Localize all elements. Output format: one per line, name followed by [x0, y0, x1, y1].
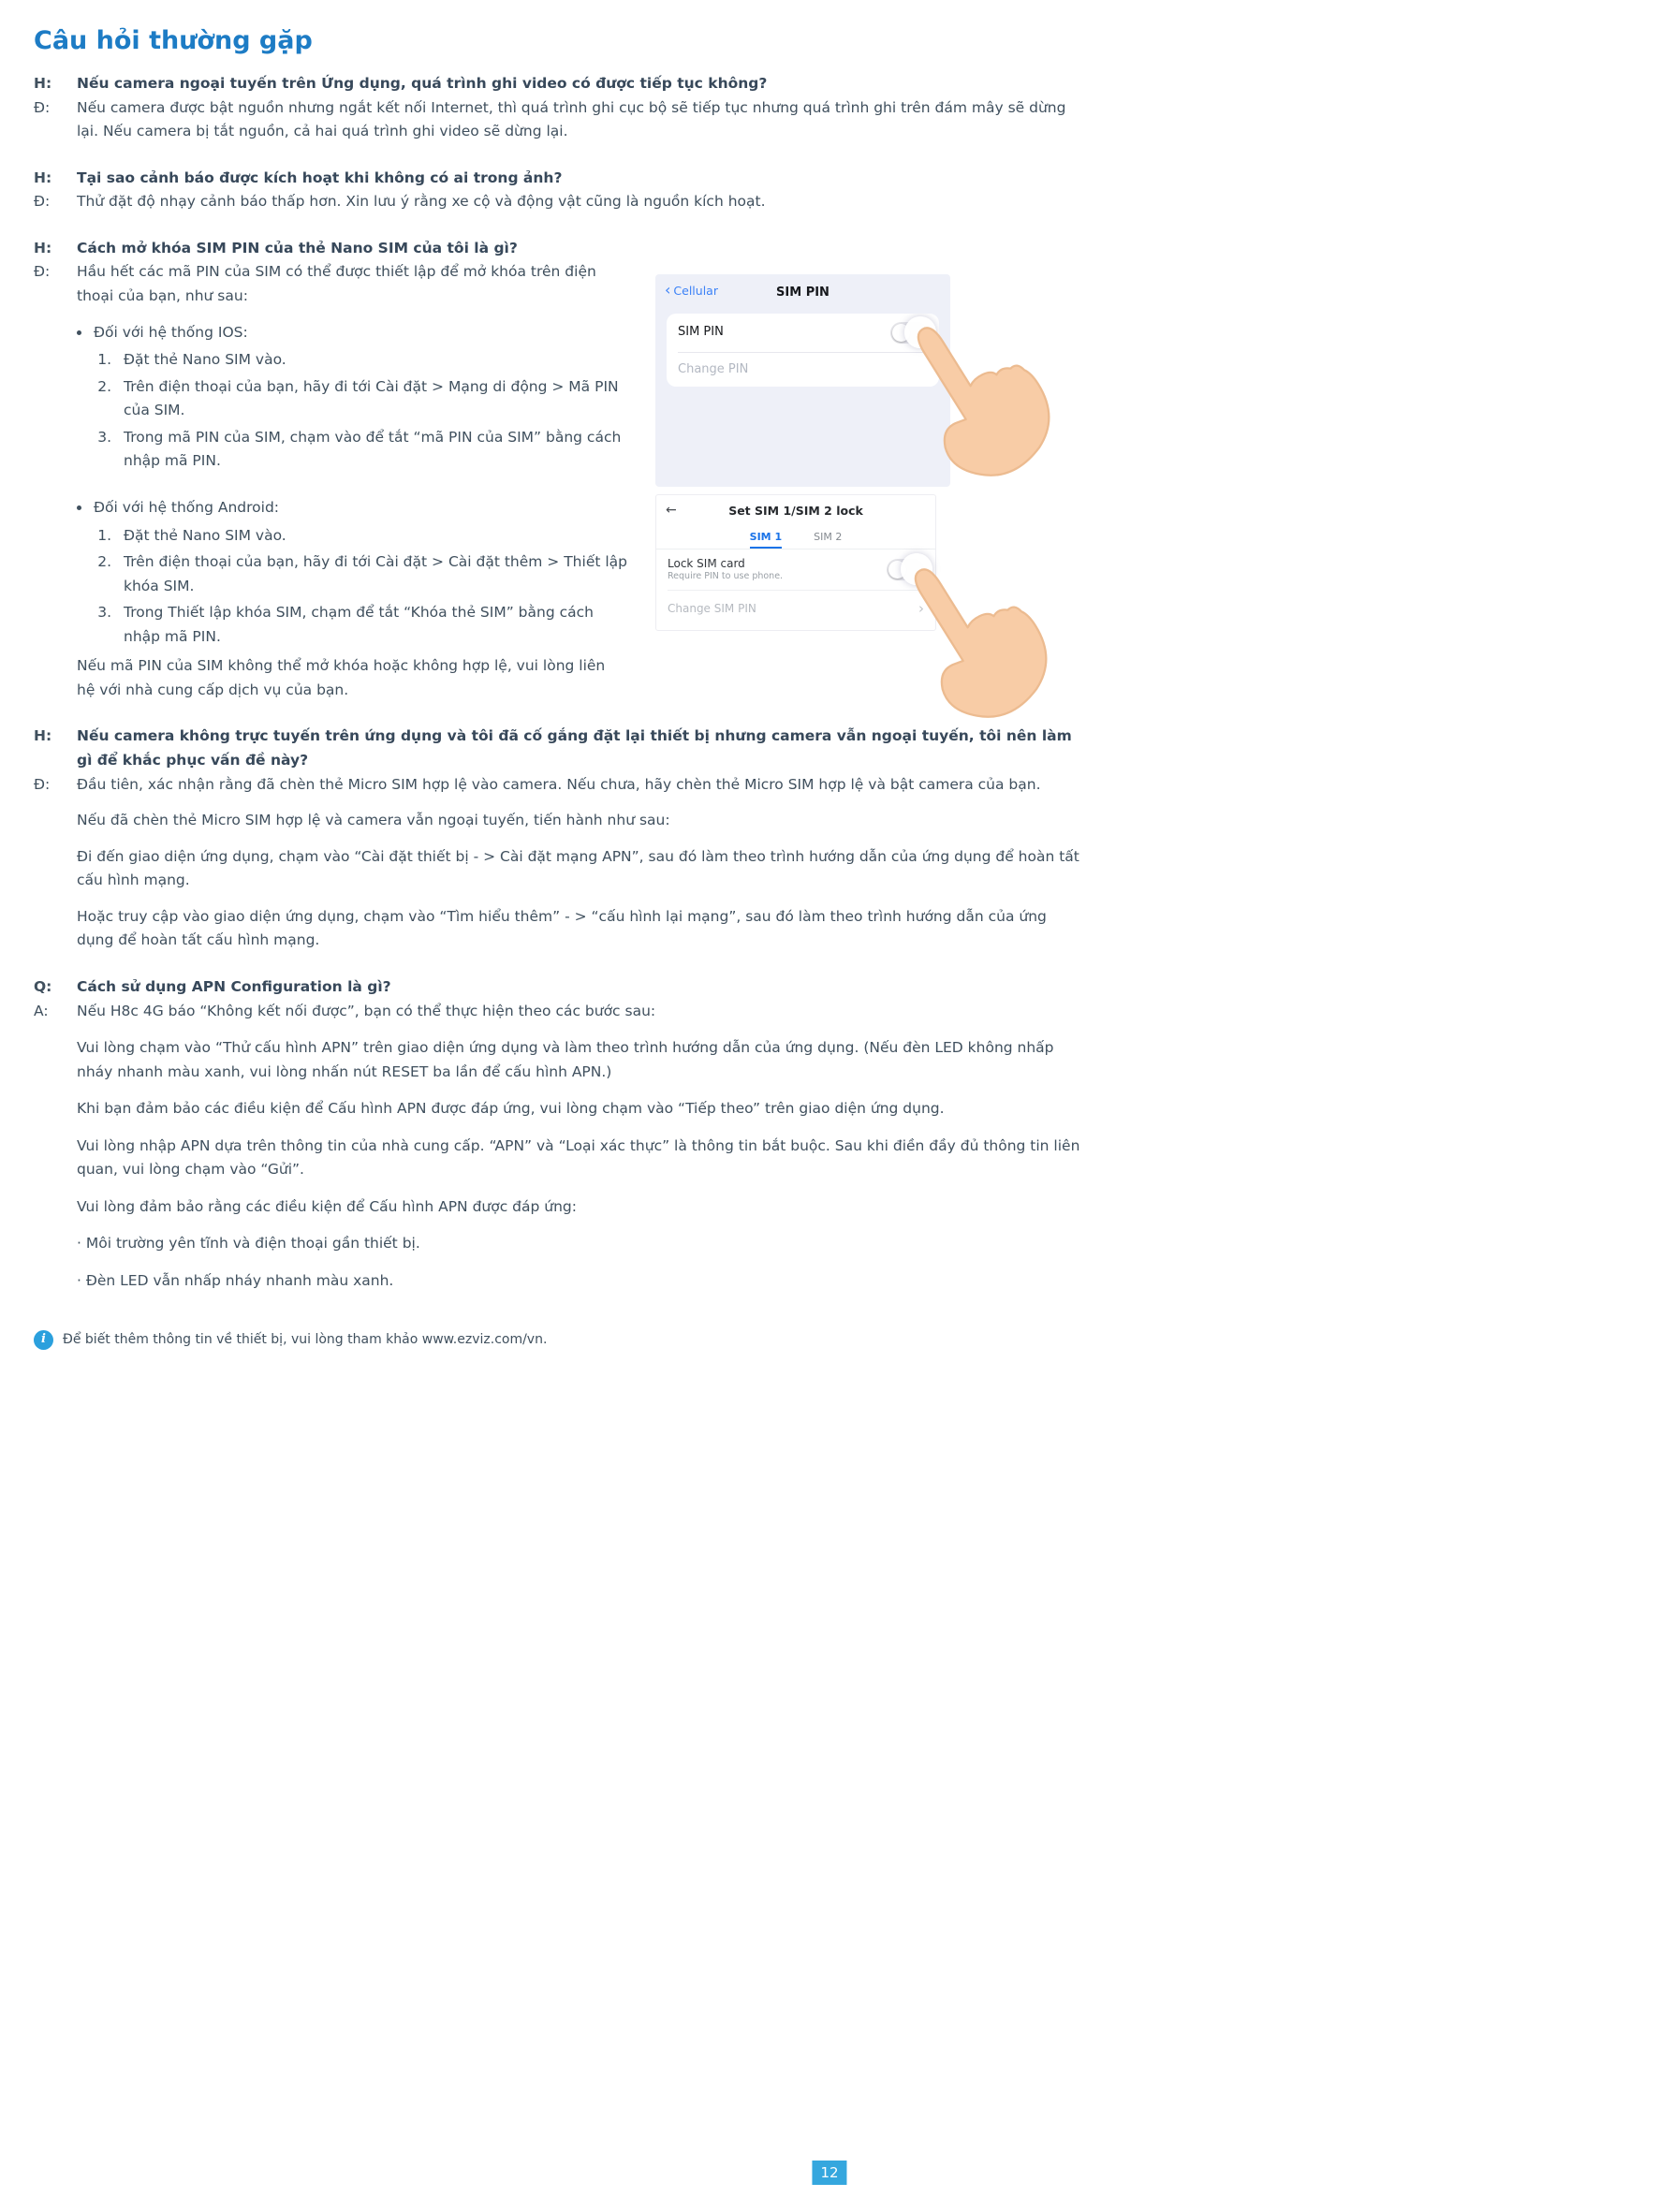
page-number-badge: 12	[812, 2161, 846, 2185]
android-section-header: Đối với hệ thống Android:	[94, 498, 280, 516]
faq-item-4	[34, 725, 1607, 953]
faq-item-1	[34, 72, 1607, 144]
lock-sim-labels	[668, 556, 783, 583]
footer-info	[34, 1329, 1607, 1351]
back-chevron-icon: ‹	[665, 281, 671, 300]
info-icon: i	[34, 1330, 53, 1350]
answer-paragraph: Đi đến giao diện ứng dụng, chạm vào “Cài đặt thiết bị - > Cài đặt mạng APN”, sau đó làm theo trình hướng dẫn của ứng dụng để hoàn tất cấu hình mạng.	[77, 847, 1079, 889]
back-label: Cellular	[673, 284, 718, 298]
sim-tabs	[656, 523, 935, 549]
tab-sim2: SIM 2	[814, 531, 843, 543]
faq-item-5	[34, 975, 1607, 1307]
answer-label: Đ:	[34, 98, 51, 116]
question-text: Tại sao cảnh báo được kích hoạt khi không có ai trong ảnh?	[77, 168, 563, 186]
answer-label: Đ:	[34, 263, 51, 281]
android-steps	[116, 524, 627, 650]
android-section	[92, 496, 627, 649]
footer-info-text: Để biết thêm thông tin về thiết bị, vui lòng tham khảo www.ezviz.com/vn.	[63, 1331, 548, 1347]
lock-sim-label: Lock SIM card	[668, 557, 745, 570]
question-text: Cách sử dụng APN Configuration là gì?	[77, 977, 391, 995]
question-text: Nếu camera không trực tuyến trên ứng dụng và tôi đã cố gắng đặt lại thiết bị nhưng camera vẫn ngoại tuyến, tôi nên làm gì để khắc phục vấn đề này?	[77, 727, 1072, 769]
answer-label: Đ:	[34, 775, 51, 793]
question-label: Q:	[34, 977, 52, 995]
chevron-right-icon: ›	[918, 599, 924, 617]
platform-list	[92, 321, 627, 650]
ios-section-header: Đối với hệ thống IOS:	[94, 323, 248, 341]
answer-paragraph: Nếu H8c 4G báo “Không kết nối được”, bạn có thể thực hiện theo các bước sau:	[77, 1002, 656, 1019]
change-sim-pin-label: Change SIM PIN	[668, 601, 756, 615]
answer-paragraph: Khi bạn đảm bảo các điều kiện để Cấu hình APN được đáp ứng, vui lòng chạm vào “Tiếp theo” trên giao diện ứng dụng.	[77, 1100, 945, 1118]
back-arrow-icon: ←	[666, 503, 677, 518]
answer-body	[77, 773, 1083, 953]
tab-sim1: SIM 1	[750, 523, 782, 549]
ios-screen-title: SIM PIN	[776, 286, 830, 300]
answer-note: Nếu mã PIN của SIM không thể mở khóa hoặc không hợp lệ, vui lòng liên hệ với nhà cung cấp dịch vụ của bạn.	[77, 657, 606, 698]
answer-body	[77, 1000, 1083, 1307]
ios-section	[92, 321, 627, 474]
question-label: H:	[34, 727, 52, 745]
question-text: Nếu camera ngoại tuyến trên Ứng dụng, quá trình ghi video có được tiếp tục không?	[77, 75, 768, 93]
answer-paragraph: Vui lòng chạm vào “Thử cấu hình APN” trên giao diện ứng dụng và làm theo trình hướng dẫn của ứng dụng. (Nếu đèn LED không nhấp nháy nhanh màu xanh, vui lòng nhấn nút RESET ba lần để cấu hình APN.)	[77, 1039, 1054, 1080]
android-step: 2. Trên điện thoại của bạn, hãy đi tới Cài đặt > Cài đặt thêm > Thiết lập khóa SIM.	[116, 550, 627, 598]
answer-body	[77, 260, 627, 702]
ios-step: 2. Trên điện thoại của bạn, hãy đi tới Cài đặt > Mạng di động > Mã PIN của SIM.	[116, 375, 627, 423]
ios-steps	[116, 348, 627, 474]
page-title: Câu hỏi thường gặp	[34, 26, 313, 55]
answer-text: Nếu camera được bật nguồn nhưng ngắt kết nối Internet, thì quá trình ghi cục bộ sẽ tiếp tục nhưng quá trình ghi trên đám mây sẽ dừng lại. Nếu camera bị tắt nguồn, cả hai quá trình ghi video sẽ dừng lại.	[77, 98, 1066, 140]
question-label: H:	[34, 168, 52, 186]
answer-bullet: · Đèn LED vẫn nhấp nháy nhanh màu xanh.	[77, 1272, 394, 1290]
ios-step: 1. Đặt thẻ Nano SIM vào.	[116, 348, 627, 373]
faq-item-2	[34, 167, 1607, 214]
question-label: H:	[34, 75, 52, 93]
ios-step: 3. Trong mã PIN của SIM, chạm vào để tắt “mã PIN của SIM” bằng cách nhập mã PIN.	[116, 426, 627, 474]
lock-sim-sublabel: Require PIN to use phone.	[668, 571, 784, 582]
answer-label: A:	[34, 1002, 49, 1019]
answer-intro: Hầu hết các mã PIN của SIM có thể được thiết lập để mở khóa trên điện thoại của bạn, như sau:	[77, 263, 596, 305]
answer-paragraph: Nếu đã chèn thẻ Micro SIM hợp lệ và camera vẫn ngoại tuyến, tiến hành như sau:	[77, 812, 670, 829]
android-screen-title: Set SIM 1/SIM 2 lock	[728, 504, 863, 518]
sim-pin-label: SIM PIN	[678, 325, 724, 340]
answer-bullet: · Môi trường yên tĩnh và điện thoại gần thiết bị.	[77, 1235, 420, 1252]
answer-paragraph: Đầu tiên, xác nhận rằng đã chèn thẻ Micro SIM hợp lệ vào camera. Nếu chưa, hãy chèn thẻ Micro SIM hợp lệ và bật camera của bạn.	[77, 775, 1041, 793]
android-navbar	[656, 495, 935, 523]
answer-paragraph: Vui lòng nhập APN dựa trên thông tin của nhà cung cấp. “APN” và “Loại xác thực” là thông tin bắt buộc. Sau khi điền đầy đủ thông tin liên quan, vui lòng chạm vào “Gửi”.	[77, 1136, 1080, 1179]
question-text: Cách mở khóa SIM PIN của thẻ Nano SIM của tôi là gì?	[77, 239, 518, 256]
answer-paragraph: Vui lòng đảm bảo rằng các điều kiện để Cấu hình APN được đáp ứng:	[77, 1197, 577, 1215]
android-step: 3. Trong Thiết lập khóa SIM, chạm để tắt “Khóa thẻ SIM” bằng cách nhập mã PIN.	[116, 601, 627, 649]
answer-label: Đ:	[34, 193, 51, 211]
answer-text: Thử đặt độ nhạy cảnh báo thấp hơn. Xin lưu ý rằng xe cộ và động vật cũng là nguồn kích hoạt.	[77, 193, 766, 211]
ios-navbar	[655, 274, 950, 306]
android-step: 1. Đặt thẻ Nano SIM vào.	[116, 524, 627, 549]
answer-paragraph: Hoặc truy cập vào giao diện ứng dụng, chạm vào “Tìm hiểu thêm” - > “cấu hình lại mạng”, sau đó làm theo trình hướng dẫn của ứng dụng để hoàn tất cấu hình mạng.	[77, 907, 1047, 949]
question-label: H:	[34, 239, 52, 256]
change-pin-label: Change PIN	[678, 362, 749, 376]
